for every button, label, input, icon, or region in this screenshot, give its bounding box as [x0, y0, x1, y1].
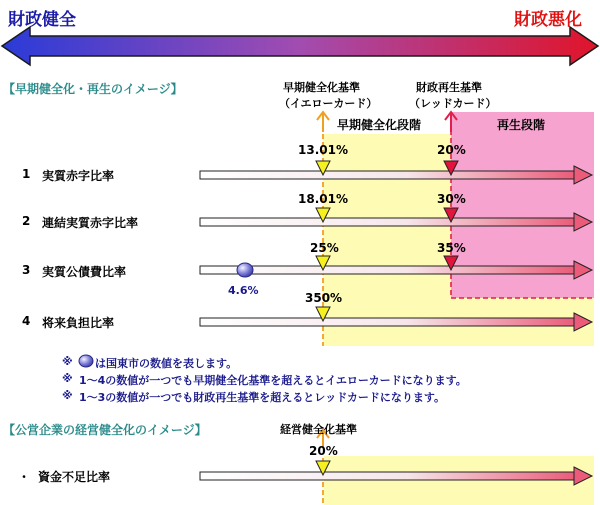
- section1-title: 【早期健全化・再生のイメージ】: [3, 82, 183, 96]
- row-1-num: 1: [22, 167, 31, 181]
- row-1-early-value: 13.01%: [298, 143, 348, 157]
- row-3-label: 実質公債費比率: [42, 265, 127, 279]
- row-3-rebuild-value: 35%: [437, 241, 466, 255]
- early-header-line1: 早期健全化基準: [283, 81, 360, 94]
- row-4-early-value: 350%: [305, 291, 343, 305]
- rebuild-header-line2: （レッドカード）: [409, 97, 497, 110]
- early-header-line2: （イエローカード）: [279, 97, 378, 110]
- row-2-num: 2: [22, 214, 31, 228]
- rebuild-header-line1: 財政再生基準: [416, 81, 482, 94]
- row-2-early-value: 18.01%: [298, 192, 348, 206]
- note-3-text: 1～3の数値が一つでも財政再生基準を超えるとレッドカードになります。: [79, 391, 445, 404]
- city-value-label: 4.6%: [228, 284, 259, 297]
- fiscal-double-arrow: [2, 27, 598, 65]
- section2-header: 経営健全化基準: [280, 423, 357, 436]
- early-stage-zone-label: 早期健全化段階: [337, 118, 422, 132]
- note-1-mark: ※: [62, 355, 73, 368]
- early-stage-zone: [323, 134, 451, 346]
- row-4-num: 4: [22, 314, 31, 328]
- section2-value: 20%: [309, 444, 338, 458]
- rebuild-stage-zone-label: 再生段階: [497, 118, 546, 132]
- row-1-rebuild-value: 20%: [437, 143, 466, 157]
- row-2-label: 連結実質赤字比率: [42, 216, 139, 230]
- note-3-mark: ※: [62, 389, 73, 402]
- fiscal-healthy-label: 財政健全: [8, 10, 76, 30]
- row-2-rebuild-value: 30%: [437, 192, 466, 206]
- row-1-label: 実質赤字比率: [42, 169, 115, 183]
- note-2-mark: ※: [62, 372, 73, 385]
- fiscal-deteriorating-label: 財政悪化: [514, 10, 582, 30]
- city-value-marker: [237, 263, 253, 277]
- row-4-label: 将来負担比率: [42, 316, 115, 330]
- section2-bullet: ・: [18, 470, 31, 484]
- legend-city-marker-icon: [79, 355, 93, 367]
- section2-row-label: 資金不足比率: [38, 470, 111, 484]
- row-3-num: 3: [22, 263, 31, 277]
- section2-title: 【公営企業の経営健全化のイメージ】: [3, 423, 207, 437]
- note-2-text: 1～4の数値が一つでも早期健全化基準を超えるとイエローカードになります。: [79, 374, 467, 387]
- row-3-early-value: 25%: [310, 241, 339, 255]
- note-1-text: は国東市の数値を表します。: [95, 357, 238, 370]
- early-header-arrow-icon: [317, 112, 329, 132]
